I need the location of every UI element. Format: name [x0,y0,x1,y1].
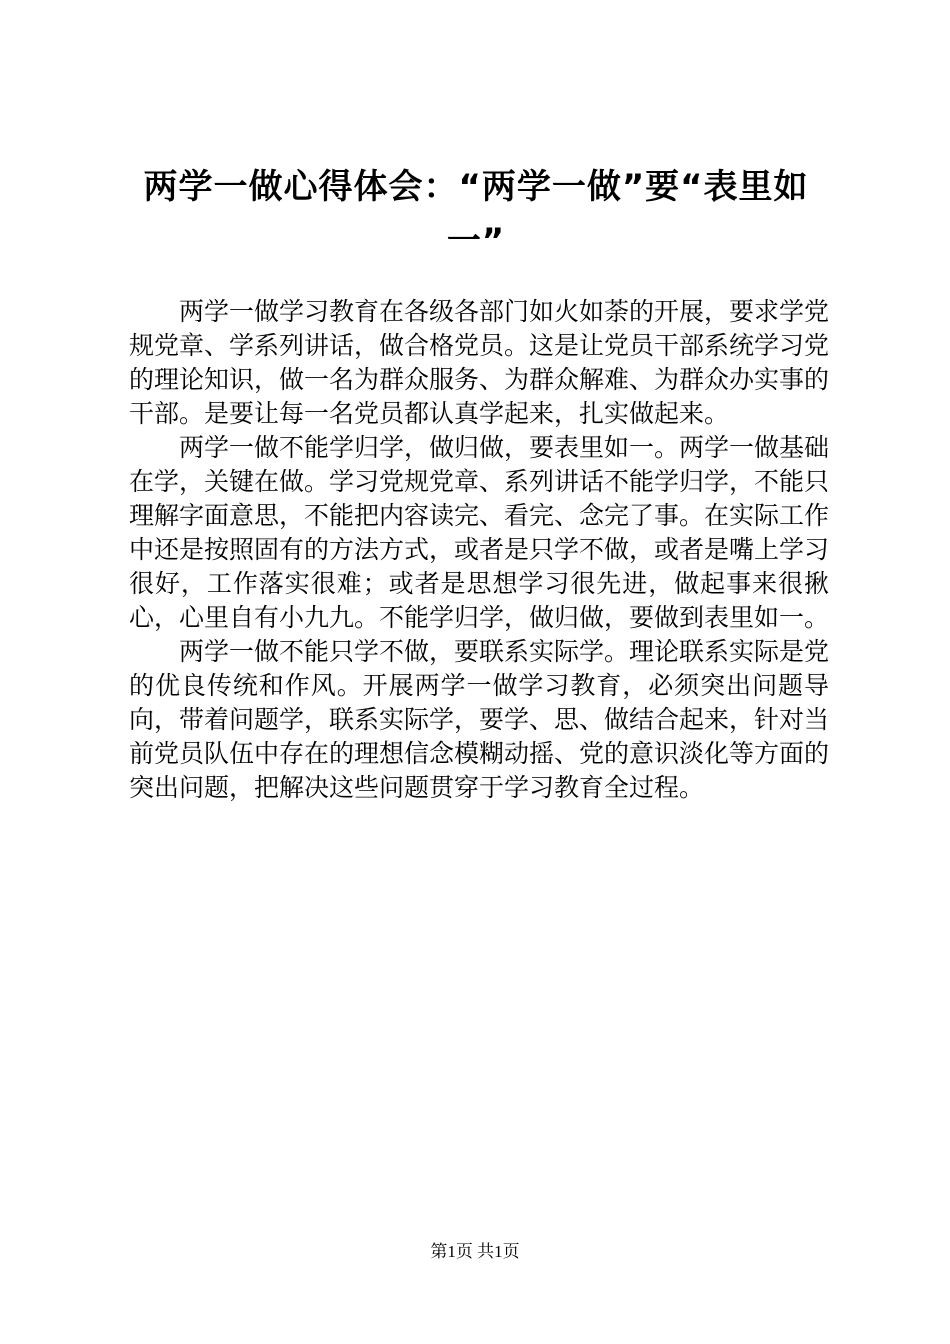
paragraph-1: 两学一做学习教育在各级各部门如火如荼的开展，要求学党规党章、学系列讲话，做合格党员。这是让党员干部系统学习党的理论知识，做一名为群众服务、为群众解难、为群众办实事的干部。是要让每一名党员都认真学起来，扎实做起来。 [129,297,830,428]
page-number-footer: 第1页 共1页 [430,1242,520,1261]
document-title: 两学一做心得体会：“两学一做”要“表里如一” [143,167,809,261]
document-body [129,295,829,805]
paragraph-2: 两学一做不能学归学，做归做，要表里如一。两学一做基础在学，关键在做。学习党规党章、系列讲话不能学归学，不能只理解字面意思，不能把内容读完、看完、念完了事。在实际工作中还是按照固有的方法方式，或者是只学不做，或者是嘴上学习很好，工作落实很难；或者是思想学习很先进，做起事来很揪心，心里自有小九九。不能学归学，做归做，要做到表里如一。 [129,433,830,632]
paragraph-3: 两学一做不能只学不做，要联系实际学。理论联系实际是党的优良传统和作风。开展两学一做学习教育，必须突出问题导向，带着问题学，联系实际学，要学、思、做结合起来，针对当前党员队伍中存在的理想信念模糊动摇、党的意识淡化等方面的突出问题，把解决这些问题贯穿于学习教育全过程。 [129,637,830,802]
